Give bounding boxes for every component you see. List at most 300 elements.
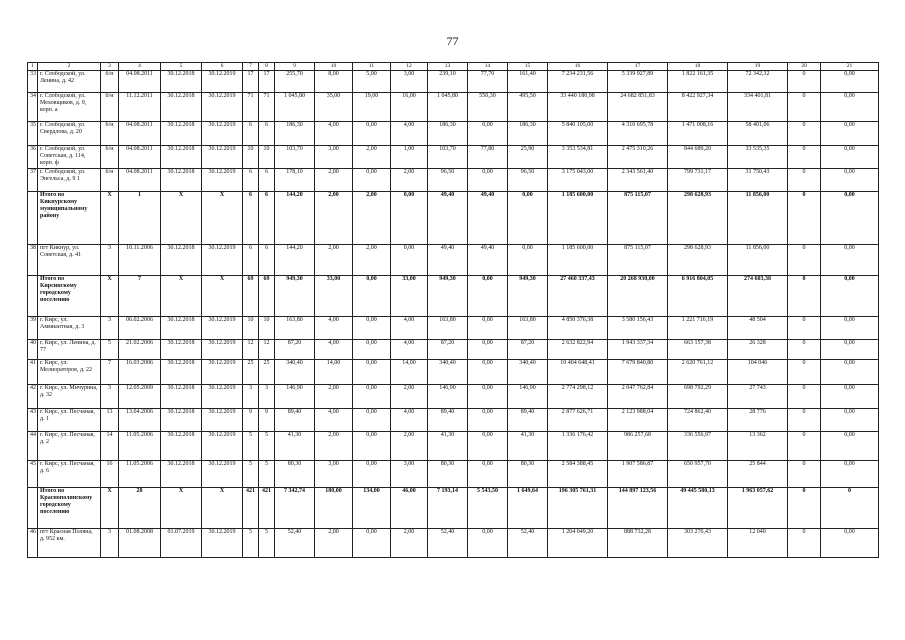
table-row xyxy=(28,409,879,432)
address-cell: Итого по Краснополянскому городскому поселению xyxy=(38,488,101,529)
table-cell: 5 xyxy=(259,461,275,488)
table-cell: 5 xyxy=(259,529,275,558)
table-cell: 421 xyxy=(259,488,275,529)
column-number-cell: 17 xyxy=(608,63,668,71)
table-cell: 52,40 xyxy=(275,529,315,558)
column-number-cell: 15 xyxy=(508,63,548,71)
table-cell: 1 045,80 xyxy=(275,93,315,122)
table-cell: 0 xyxy=(788,360,821,385)
table-cell: 2,00 xyxy=(391,432,428,461)
table-cell: 3 xyxy=(101,529,119,558)
table-cell: 186,30 xyxy=(275,122,315,146)
table-cell: 2,00 xyxy=(391,169,428,192)
table-cell: 12 xyxy=(243,340,259,360)
table-cell: 146,90 xyxy=(275,385,315,409)
table-cell: 6 xyxy=(243,245,259,276)
table-cell: 298 628,93 xyxy=(668,192,728,245)
housing-program-table xyxy=(27,62,879,558)
table-cell: 30.12.2018 xyxy=(161,93,202,122)
table-cell: 0 xyxy=(821,488,879,529)
table-cell: 1 822 161,35 xyxy=(668,71,728,93)
address-cell: г. Слободской, ул. Меховщиков, д. 9, корп. а xyxy=(38,93,101,122)
table-cell: 77,80 xyxy=(468,146,508,169)
table-cell: 2 774 298,12 xyxy=(548,385,608,409)
table-cell: 5 xyxy=(101,340,119,360)
table-cell: 0,00 xyxy=(468,385,508,409)
table-cell: 0,00 xyxy=(468,461,508,488)
address-cell: г. Кирс, ул. Ленина, д. 77 xyxy=(38,340,101,360)
table-cell: 49,40 xyxy=(468,245,508,276)
page-number: 77 xyxy=(446,34,459,48)
table-cell: 30.12.2019 xyxy=(202,93,243,122)
table-cell: 30.12.2019 xyxy=(202,385,243,409)
table-cell: 25 844 xyxy=(728,461,788,488)
table-cell: 2 475 310,26 xyxy=(608,146,668,169)
table-cell: 17 xyxy=(243,71,259,93)
table-cell: 663 157,38 xyxy=(668,340,728,360)
table-cell: 1 471 008,16 xyxy=(668,122,728,146)
table-cell: 89,40 xyxy=(428,409,468,432)
table-cell: 30.12.2019 xyxy=(202,360,243,385)
table-cell: 87,20 xyxy=(428,340,468,360)
table-cell: 7 679 840,80 xyxy=(608,360,668,385)
table-cell: 1 907 586,87 xyxy=(608,461,668,488)
table-cell: 48 504 xyxy=(728,317,788,340)
table-cell: 46,00 xyxy=(391,488,428,529)
table-cell: 0,00 xyxy=(468,340,508,360)
table-cell: 30.12.2018 xyxy=(161,146,202,169)
table-cell: 0,00 xyxy=(353,340,391,360)
table-cell: 33 xyxy=(28,71,38,93)
table-cell: 49,40 xyxy=(468,192,508,245)
table-cell: 0 xyxy=(788,461,821,488)
table-cell: 0,00 xyxy=(821,192,879,245)
table-cell: б/н xyxy=(101,146,119,169)
table-cell: 41,30 xyxy=(428,432,468,461)
table-cell: б/н xyxy=(101,71,119,93)
table-row xyxy=(28,340,879,360)
table-cell: 01.08.2008 xyxy=(119,529,161,558)
table-cell: 31 750,43 xyxy=(728,169,788,192)
table-cell: 186,30 xyxy=(428,122,468,146)
table-cell: 724 862,40 xyxy=(668,409,728,432)
table-cell: X xyxy=(101,488,119,529)
table-cell: 9 xyxy=(243,409,259,432)
table-cell: 33 440 180,98 xyxy=(548,93,608,122)
table-cell: 2 047 762,84 xyxy=(608,385,668,409)
table-cell: 0,00 xyxy=(468,432,508,461)
table-cell: 30.12.2018 xyxy=(161,122,202,146)
table-cell: X xyxy=(161,192,202,245)
table-cell: б/н xyxy=(101,93,119,122)
table-cell: 3 xyxy=(101,385,119,409)
table-cell: 30.12.2018 xyxy=(161,169,202,192)
table-cell: 949,30 xyxy=(275,276,315,317)
address-cell: г. Кирс, ул. Песчаная, д. 6 xyxy=(38,461,101,488)
table-row xyxy=(28,317,879,340)
address-cell: Итого по Кирсинскому городскому поселению xyxy=(38,276,101,317)
column-number-row xyxy=(28,63,879,71)
table-cell: X xyxy=(202,488,243,529)
table-cell: 2 343 561,40 xyxy=(608,169,668,192)
table-cell: 6 916 804,05 xyxy=(668,276,728,317)
table-cell: 2,00 xyxy=(315,245,353,276)
table-cell: 0,00 xyxy=(821,122,879,146)
table-cell: 28 xyxy=(119,488,161,529)
table-row xyxy=(28,360,879,385)
table-cell: 7 234 231,56 xyxy=(548,71,608,93)
table-cell: 3 xyxy=(259,385,275,409)
table-cell: 178,10 xyxy=(275,169,315,192)
table-cell xyxy=(28,276,38,317)
table-cell: 949,30 xyxy=(508,276,548,317)
table-cell: 0 xyxy=(788,93,821,122)
table-cell: 71 xyxy=(243,93,259,122)
table-cell: 30.12.2019 xyxy=(202,122,243,146)
table-cell: 44 xyxy=(28,432,38,461)
address-cell: пгт Кикнур, ул. Советская, д. 41 xyxy=(38,245,101,276)
table-cell: 5 xyxy=(243,432,259,461)
table-cell: 33,00 xyxy=(391,276,428,317)
column-number-cell: 11 xyxy=(353,63,391,71)
table-cell: 1,00 xyxy=(391,146,428,169)
table-cell: 17 xyxy=(259,71,275,93)
table-cell: 10 xyxy=(259,146,275,169)
table-cell: 27 460 337,43 xyxy=(548,276,608,317)
table-cell: 161,40 xyxy=(508,71,548,93)
table-cell: 16 xyxy=(101,461,119,488)
table-cell: 30.12.2018 xyxy=(161,71,202,93)
table-cell: 0,00 xyxy=(468,122,508,146)
table-cell: 0,00 xyxy=(821,146,879,169)
table-cell: 36 xyxy=(28,146,38,169)
table-cell: 3 353 534,81 xyxy=(548,146,608,169)
table-cell: 1 045,80 xyxy=(428,93,468,122)
table-cell: 30.12.2018 xyxy=(161,360,202,385)
table-cell: 40 xyxy=(28,340,38,360)
table-cell: 19,00 xyxy=(353,93,391,122)
table-cell: 0,00 xyxy=(508,192,548,245)
table-cell: 799 731,17 xyxy=(668,169,728,192)
table-cell: 0,00 xyxy=(468,169,508,192)
table-cell: 8 422 927,34 xyxy=(668,93,728,122)
table-cell: 0 xyxy=(788,317,821,340)
table-cell: 10 404 648,41 xyxy=(548,360,608,385)
table-row xyxy=(28,122,879,146)
table-cell: 0,00 xyxy=(353,317,391,340)
table-cell: 80,30 xyxy=(508,461,548,488)
address-cell: пгт Красная Поляна, д. 952 км. xyxy=(38,529,101,558)
table-cell: 550,30 xyxy=(468,93,508,122)
column-number-cell: 3 xyxy=(101,63,119,71)
table-cell: 146,90 xyxy=(508,385,548,409)
table-cell: 0,00 xyxy=(821,409,879,432)
table-cell: 2,00 xyxy=(315,529,353,558)
column-number-cell: 5 xyxy=(161,63,202,71)
table-cell: 58 401,06 xyxy=(728,122,788,146)
table-cell: 27 743 xyxy=(728,385,788,409)
table-cell: 0,00 xyxy=(821,432,879,461)
table-cell: 6 xyxy=(259,169,275,192)
table-cell: 0 xyxy=(788,146,821,169)
table-cell: 30.12.2018 xyxy=(161,461,202,488)
table-cell: 1 204 049,20 xyxy=(548,529,608,558)
table-cell xyxy=(28,488,38,529)
table-cell: 0,00 xyxy=(468,276,508,317)
table-cell: 80,30 xyxy=(428,461,468,488)
column-number-cell: 13 xyxy=(428,63,468,71)
table-cell: 0,00 xyxy=(353,461,391,488)
table-cell: 334 401,81 xyxy=(728,93,788,122)
table-cell: 33 535,35 xyxy=(728,146,788,169)
table-cell: 7 342,74 xyxy=(275,488,315,529)
table-cell: 0 xyxy=(788,385,821,409)
address-cell: г. Кирс, ул. Аммиантная, д. 3 xyxy=(38,317,101,340)
table-cell: 10 xyxy=(243,317,259,340)
table-cell: 0,00 xyxy=(821,529,879,558)
table-cell: 0,00 xyxy=(821,340,879,360)
table-cell: 7 xyxy=(101,360,119,385)
table-cell: 239,10 xyxy=(428,71,468,93)
table-cell: 11.05.2006 xyxy=(119,432,161,461)
table-row xyxy=(28,245,879,276)
table-cell: 04.08.2011 xyxy=(119,71,161,93)
address-cell: г. Кирс, ул. Мелиораторов, д. 22 xyxy=(38,360,101,385)
table-cell: 25 xyxy=(243,360,259,385)
table-cell: 4 850 376,38 xyxy=(548,317,608,340)
table-cell: X xyxy=(161,276,202,317)
table-cell: 2,00 xyxy=(391,529,428,558)
table-cell: 2,00 xyxy=(315,432,353,461)
table-cell: 24 682 851,83 xyxy=(608,93,668,122)
table-cell: 1 649,64 xyxy=(508,488,548,529)
table-cell: 0,00 xyxy=(353,432,391,461)
table-cell: 77,70 xyxy=(468,71,508,93)
table-cell: 0,00 xyxy=(353,409,391,432)
table-cell: 30.12.2018 xyxy=(161,340,202,360)
table-cell: 0 xyxy=(788,432,821,461)
table-cell: 3 xyxy=(101,245,119,276)
column-number-cell: 1 xyxy=(28,63,38,71)
table-cell: 72 342,32 xyxy=(728,71,788,93)
table-cell: 0,00 xyxy=(353,276,391,317)
table-cell: 30.12.2019 xyxy=(202,529,243,558)
table-cell: 421 xyxy=(243,488,259,529)
table-cell: 2,00 xyxy=(353,146,391,169)
table-cell: 04.08.2011 xyxy=(119,122,161,146)
column-number-cell: 20 xyxy=(788,63,821,71)
table-cell: 163,80 xyxy=(275,317,315,340)
table-cell: 35,00 xyxy=(315,93,353,122)
table-cell: 34 xyxy=(28,93,38,122)
table-cell: 14,00 xyxy=(315,360,353,385)
table-cell: 0,00 xyxy=(468,529,508,558)
table-cell: 26 328 xyxy=(728,340,788,360)
table-cell: 0,00 xyxy=(468,409,508,432)
table-cell: 25,90 xyxy=(508,146,548,169)
table-cell: 5 840 105,00 xyxy=(548,122,608,146)
address-cell: г. Слободской, ул. Свердлова, д. 20 xyxy=(38,122,101,146)
table-cell: 14 xyxy=(101,432,119,461)
table-cell: X xyxy=(202,276,243,317)
table-row xyxy=(28,432,879,461)
table-cell: 7 xyxy=(119,276,161,317)
table-cell: 0,00 xyxy=(353,169,391,192)
table-cell: 0,00 xyxy=(821,360,879,385)
column-number-cell: 16 xyxy=(548,63,608,71)
table-cell: 274 603,38 xyxy=(728,276,788,317)
table-cell: 3 xyxy=(243,385,259,409)
table-cell: X xyxy=(161,488,202,529)
table-cell: 180,00 xyxy=(315,488,353,529)
column-number-cell: 18 xyxy=(668,63,728,71)
table-cell: 3 580 156,43 xyxy=(608,317,668,340)
table-cell: 11 856,00 xyxy=(728,192,788,245)
table-cell: 2 877 626,71 xyxy=(548,409,608,432)
address-cell: г. Слободской, ул. Советская, д. 114, корп. ф xyxy=(38,146,101,169)
subtotal-row xyxy=(28,192,879,245)
address-cell: г. Кирс, ул. Песчаная, д. 2 xyxy=(38,432,101,461)
table-cell: 12 040 xyxy=(728,529,788,558)
table-cell: 0,00 xyxy=(391,245,428,276)
table-cell: 30.12.2019 xyxy=(202,340,243,360)
table-cell: 0 xyxy=(788,169,821,192)
table-cell: 2,00 xyxy=(391,385,428,409)
table-cell: 21.02.2006 xyxy=(119,340,161,360)
table-cell: 49 445 580,13 xyxy=(668,488,728,529)
table-cell: 38 xyxy=(28,245,38,276)
address-cell: Итого по Кикнурскому муниципальному району xyxy=(38,192,101,245)
table-cell: б/н xyxy=(101,169,119,192)
table-cell: 844 689,20 xyxy=(668,146,728,169)
table-cell: 0,00 xyxy=(821,93,879,122)
table-cell: 41,30 xyxy=(275,432,315,461)
table-cell: 0,00 xyxy=(821,317,879,340)
table-cell: 16.03.2006 xyxy=(119,360,161,385)
table-cell: 4,00 xyxy=(391,317,428,340)
table-cell: 12.05.2009 xyxy=(119,385,161,409)
table-cell: 0 xyxy=(788,276,821,317)
table-cell: 10 xyxy=(259,317,275,340)
table-cell: 0,00 xyxy=(821,385,879,409)
table-cell: 04.08.2011 xyxy=(119,169,161,192)
table-cell: 33,00 xyxy=(315,276,353,317)
table-row xyxy=(28,146,879,169)
table-cell: 6 xyxy=(259,192,275,245)
table-cell: 2 123 988,04 xyxy=(608,409,668,432)
table-cell: 30.12.2019 xyxy=(202,461,243,488)
table-cell: б/н xyxy=(101,122,119,146)
table-cell: 13 xyxy=(101,409,119,432)
table-cell: 0 xyxy=(788,488,821,529)
table-cell: 0,00 xyxy=(821,461,879,488)
table-cell: X xyxy=(101,192,119,245)
table-cell: 41,30 xyxy=(508,432,548,461)
table-cell: 06.02.2006 xyxy=(119,317,161,340)
table-cell: 3,00 xyxy=(315,461,353,488)
subtotal-row xyxy=(28,488,879,529)
table-cell: 2 620 761,12 xyxy=(668,360,728,385)
table-cell: 0 xyxy=(788,340,821,360)
table-cell: 4,00 xyxy=(391,409,428,432)
table-cell: 16,00 xyxy=(391,93,428,122)
table-row xyxy=(28,529,879,558)
table-cell: 144,20 xyxy=(275,192,315,245)
table-cell: 650 957,70 xyxy=(668,461,728,488)
table-cell: 103,70 xyxy=(275,146,315,169)
table-cell: 87,20 xyxy=(508,340,548,360)
table-cell: 37 xyxy=(28,169,38,192)
table-row xyxy=(28,169,879,192)
table-cell: 6 xyxy=(243,122,259,146)
table-cell: 949,30 xyxy=(428,276,468,317)
table-cell: 986 257,68 xyxy=(608,432,668,461)
table-cell: 04.08.2011 xyxy=(119,146,161,169)
table-cell: 12 xyxy=(259,340,275,360)
table-cell: 875 115,07 xyxy=(608,192,668,245)
table-cell: 0,00 xyxy=(468,317,508,340)
table-cell: 340,40 xyxy=(275,360,315,385)
table-cell: 71 xyxy=(259,93,275,122)
table-cell: 2 632 822,94 xyxy=(548,340,608,360)
table-cell: 52,40 xyxy=(428,529,468,558)
table-cell: 6 xyxy=(259,122,275,146)
table-cell: 6 xyxy=(243,192,259,245)
table-cell: 1 963 057,62 xyxy=(728,488,788,529)
table-cell: 96,50 xyxy=(428,169,468,192)
table-cell: 1 xyxy=(119,192,161,245)
table-cell: 0,00 xyxy=(821,169,879,192)
table-cell: 80,30 xyxy=(275,461,315,488)
table-cell: 336 556,97 xyxy=(668,432,728,461)
table-cell: 5 xyxy=(243,529,259,558)
table-cell: 196 305 761,31 xyxy=(548,488,608,529)
table-cell: 89,40 xyxy=(508,409,548,432)
table-cell: 0,00 xyxy=(391,192,428,245)
table-cell: 42 xyxy=(28,385,38,409)
table-cell: 0,00 xyxy=(353,529,391,558)
address-cell: г. Слободской, ул. Энгельса, д. 9 1 xyxy=(38,169,101,192)
table-cell: 104 046 xyxy=(728,360,788,385)
table-cell: 11.05.2006 xyxy=(119,461,161,488)
table-cell: 163,80 xyxy=(428,317,468,340)
table-cell: 3,00 xyxy=(315,146,353,169)
table-cell: 30.12.2019 xyxy=(202,169,243,192)
table-cell: 875 115,07 xyxy=(608,245,668,276)
table-row xyxy=(28,385,879,409)
table-cell: 0,00 xyxy=(468,360,508,385)
table-cell: 6 xyxy=(259,245,275,276)
table-cell: 69 xyxy=(259,276,275,317)
table-cell: 13 362 xyxy=(728,432,788,461)
table-cell: 3 xyxy=(101,317,119,340)
table-cell: 5 xyxy=(243,461,259,488)
table-cell: 0 xyxy=(788,71,821,93)
table-cell: 5 xyxy=(259,432,275,461)
table-cell: 144 897 123,56 xyxy=(608,488,668,529)
table-cell: 41 xyxy=(28,360,38,385)
table-cell: 8,00 xyxy=(315,71,353,93)
table-cell: 30.12.2019 xyxy=(202,409,243,432)
table-cell: 4 310 695,78 xyxy=(608,122,668,146)
column-number-cell: 21 xyxy=(821,63,879,71)
table-cell: 10.11.2006 xyxy=(119,245,161,276)
table-cell: 30.12.2019 xyxy=(202,317,243,340)
table-cell: 89,40 xyxy=(275,409,315,432)
table-cell: 35 xyxy=(28,122,38,146)
table-cell: 3 175 043,00 xyxy=(548,169,608,192)
column-number-cell: 6 xyxy=(202,63,243,71)
